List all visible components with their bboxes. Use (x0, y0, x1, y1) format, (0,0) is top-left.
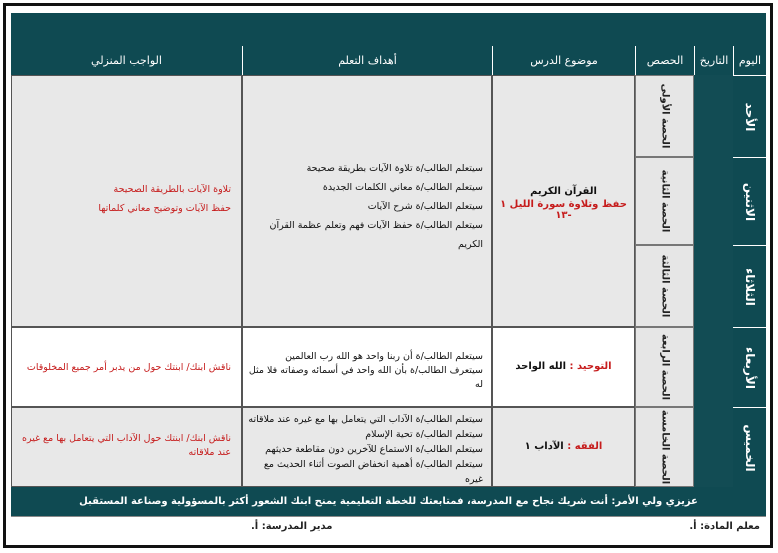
topic-detail: حفظ وتلاوة سورة الليل ١ -١٣ (500, 199, 627, 221)
parent-message: عزيزي ولي الأمر: أنت شريك نجاح مع المدرسة، فمتابعتك للخطة التعليمية يمنح ابنك الشعور أكثر بالمسؤولية وصناعة المستقبل (79, 496, 698, 507)
session-2: الحصة الثانية (635, 157, 694, 245)
day-wednesday: الأربعاء (733, 327, 766, 407)
goals-list (243, 412, 483, 487)
goals-cell-tawheed (242, 327, 492, 407)
homework-text: ناقش ابنك/ ابنتك حول من يدبر أمر جميع المخلوقات (26, 362, 231, 373)
homework-list (22, 432, 231, 460)
goal-item: سيتعلم الطالب/ة تلاوة الآيات بطريقة صحيحة (306, 163, 483, 174)
homework-item: عند ملاقاته (188, 447, 231, 458)
parent-message-bar (11, 487, 766, 516)
goal-item: سيتعلم الطالب/ة الاستماع للآخرين دون مقاطعة حديثهم (265, 444, 483, 455)
goal-item: سيتعرف الطالب/ة بأن الله واحد في أسمائه وصفاته فلا مثل له (248, 365, 483, 390)
day-monday: الاثنين (733, 157, 766, 245)
topic-cell-tawheed (492, 327, 635, 407)
header-homework: الواجب المنزلي (11, 46, 242, 75)
topic-label: التوحيد : (569, 361, 612, 372)
session-1: الحصة الأولى (635, 75, 694, 157)
topic-value: الآداب ١ (524, 441, 564, 452)
header-day: اليوم (733, 46, 766, 75)
goals-list (243, 159, 483, 254)
topic-cell-fiqh (492, 407, 635, 487)
day-thursday: الخميس (733, 407, 766, 487)
principal-label: مدير المدرسة: أ. (251, 521, 333, 532)
homework-item: حفظ الآيات وتوضيح معاني كلماتها (98, 203, 231, 214)
header-date: التاريخ (694, 46, 733, 75)
session-4: الحصة الرابعة (635, 327, 694, 407)
goals-cell-quran (242, 75, 492, 327)
goal-item: سيتعلم الطالب/ة أن ربنا واحد هو الله رب العالمين (285, 351, 483, 362)
topic-title: القرآن الكريم (530, 186, 597, 197)
homework-list (98, 180, 231, 218)
session-5: الحصة الخامسة (635, 407, 694, 487)
homework-cell-quran (11, 75, 242, 327)
header-goals: أهداف التعلم (242, 46, 492, 75)
goals-list (243, 350, 483, 392)
homework-item: تلاوة الآيات بالطريقة الصحيحة (113, 184, 231, 195)
date-column (694, 75, 733, 487)
goal-item: سيتعلم الطالب/ة شرح الآيات (367, 201, 483, 212)
topic-value: الله الواحد (515, 361, 567, 372)
topic-cell-quran (492, 75, 635, 327)
homework-cell-fiqh (11, 407, 242, 487)
homework-cell-tawheed (11, 327, 242, 407)
goal-item: سيتعلم الطالب/ة تحية الإسلام (365, 429, 483, 440)
session-3: الحصة الثالثة (635, 245, 694, 327)
signature-bar (11, 516, 766, 539)
header-session: الحصص (635, 46, 694, 75)
goal-item: سيتعلم الطالب/ة معاني الكلمات الجديدة (322, 182, 483, 193)
goal-item: سيتعلم الطالب/ة أهمية انخفاض الصوت أثناء الحديث مع غيره (263, 459, 483, 485)
topic-label: الفقه : (567, 441, 603, 452)
header-topic: موضوع الدرس (492, 46, 635, 75)
teacher-label: معلم المادة: أ. (689, 521, 760, 532)
day-sunday: الأحد (733, 75, 766, 157)
goal-item: سيتعلم الطالب/ة حفظ الآيات فهم وتعلم عظمة القرآن الكريم (269, 220, 483, 250)
top-band (11, 13, 766, 46)
day-tuesday: الثلاثاء (733, 245, 766, 327)
goal-item: سيتعلم الطالب/ة الآداب التي يتعامل بها مع غيره عند ملاقاته (248, 414, 483, 425)
goals-cell-fiqh (242, 407, 492, 487)
homework-item: ناقش ابنك/ ابنتك حول الآداب التي يتعامل بها مع غيره (21, 433, 231, 444)
